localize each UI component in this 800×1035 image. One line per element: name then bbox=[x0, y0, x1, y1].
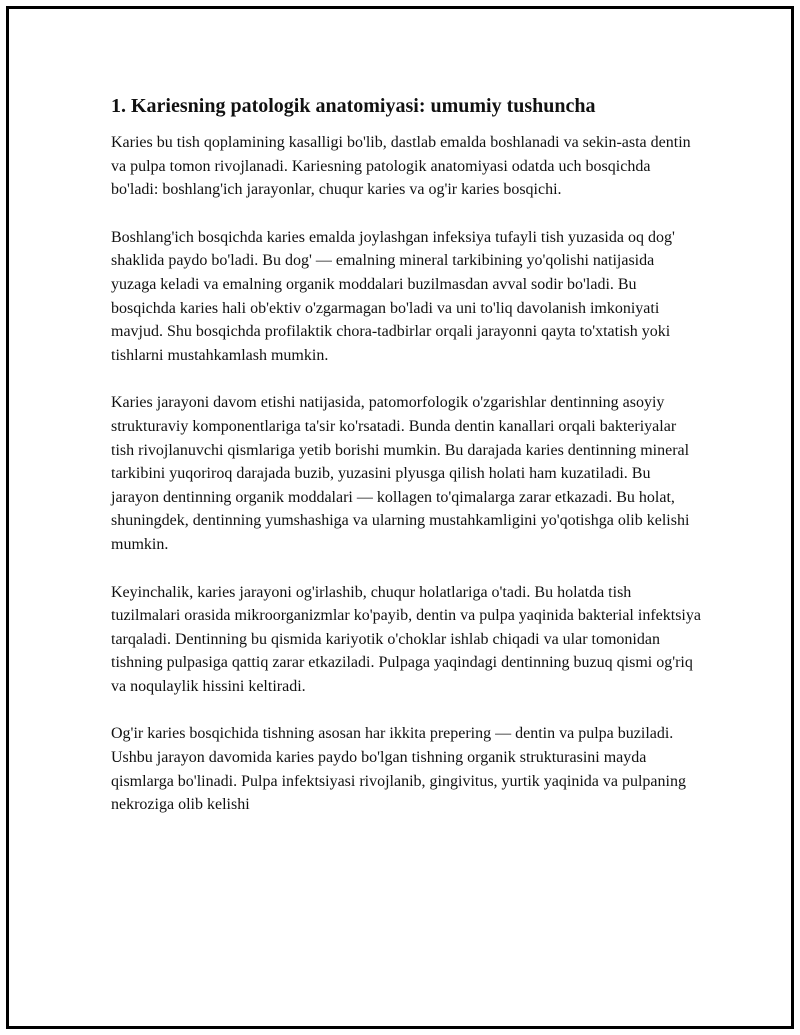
document-body bbox=[111, 93, 701, 841]
section-heading: 1. Kariesning patologik anatomiyasi: umumiy tushuncha bbox=[111, 95, 596, 117]
paragraph-3: Karies jarayoni davom etishi natijasida, patomorfologik o'zgarishlar dentinning asoyiy strukturaviy komponentlariga ta'sir ko'rsatadi. Bunda dentin kanallari orqali bakteriyalar tish rivojlanuvchi qismlariga yetib borishi mumkin. Bu darajada karies dentinning mineral tarkibini yuqoriroq darajada buzib, yuzasini plyusga qilish holati ham kuzatiladi. Bu jarayon dentinning organik moddalari — kollagen to'qimalarga zarar etkazadi. Bu holat, shuningdek, dentinning yumshashiga va ularning mustahkamligini yo'qotishga olib kelishi mumkin. bbox=[111, 394, 690, 553]
paragraph-5: Og'ir karies bosqichida tishning asosan har ikkita prepering — dentin va pulpa buziladi. Ushbu jarayon davomida karies paydo bo'lgan tishning organik strukturasini mayda qismlarga bo'linadi. Pulpa infektsiyasi rivojlanib, gingivitus, yurtik yaqinida va pulpaning nekroziga olib kelishi bbox=[111, 725, 686, 814]
paragraph-1: Karies bu tish qoplamining kasalligi bo'lib, dastlab emalda boshlanadi va sekin-asta dentin va pulpa tomon rivojlanadi. Kariesning patologik anatomiyasi odatda uch bosqichda bo'ladi: boshlang'ich jarayonlar, chuqur karies va og'ir karies bosqichi. bbox=[111, 134, 691, 199]
paragraph-4: Keyinchalik, karies jarayoni og'irlashib, chuqur holatlariga o'tadi. Bu holatda tish tuzilmalari orasida mikroorganizmlar ko'payib, dentin va pulpa yaqinida bakterial infektsiya tarqaladi. Dentinning bu qismida kariyotik o'choklar ishlab chiqadi va ular tomonidan tishning pulpasiga qattiq zarar etkaziladi. Pulpaga yaqindagi dentinning buzuq qismi og'riq va noqulaylik hissini keltiradi. bbox=[111, 583, 701, 695]
paragraph-2: Boshlang'ich bosqichda karies emalda joylashgan infeksiya tufayli tish yuzasida oq dog' shaklida paydo bo'ladi. Bu dog' — emalning mineral tarkibining yo'qolishi natijasida yuzaga keladi va emalning organik moddalari buzilmasdan avval sodir bo'ladi. Bu bosqichda karies hali ob'ektiv o'zgarmagan bo'ladi va uni to'liq davolanish imkoniyati mavjud. Shu bosqichda profilaktik chora-tadbirlar orqali jarayonni qayta to'xtatish yoki tishlarni mustahkamlash mumkin. bbox=[111, 228, 675, 364]
